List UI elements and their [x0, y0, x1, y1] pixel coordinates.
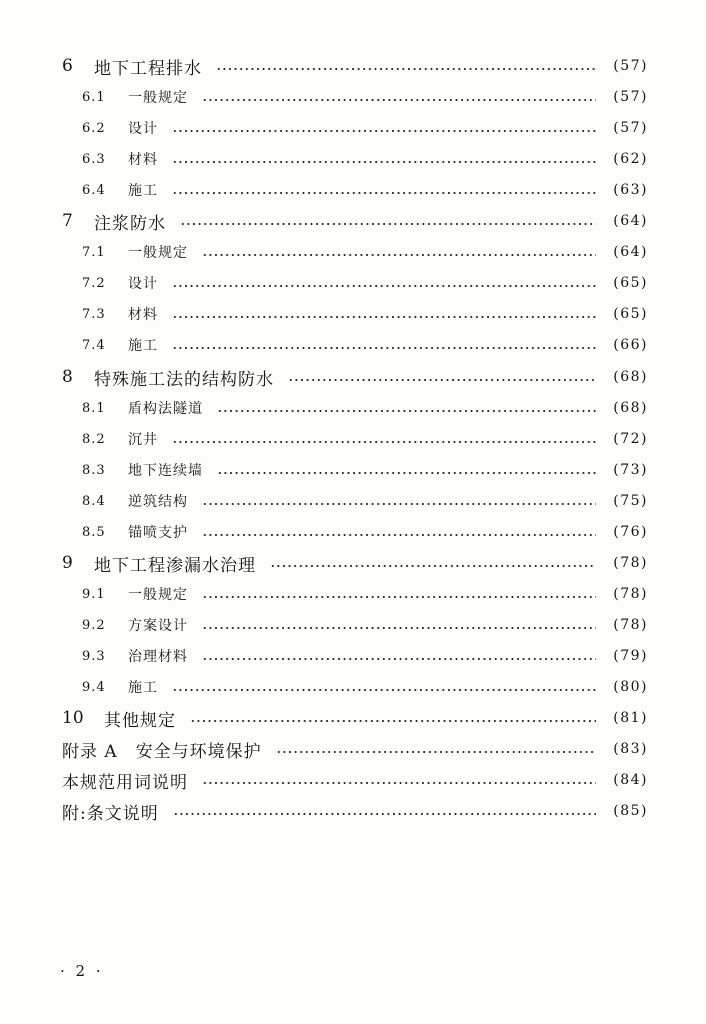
- toc-entry-title: 材料: [128, 307, 158, 323]
- toc-entry-title: 其他规定: [104, 710, 176, 731]
- toc-entry-title: 一般规定: [128, 587, 188, 603]
- toc-entry-number: 9.1: [82, 586, 106, 602]
- toc-entry-page: (78): [613, 555, 648, 571]
- toc-entry-title: 附录 A 安全与环境保护: [62, 741, 262, 762]
- toc-entry-title: 设计: [128, 276, 158, 292]
- toc-entry-title: 地下工程渗漏水治理: [94, 555, 256, 576]
- dot-leader: [202, 503, 596, 505]
- toc-entry-chapter: [62, 364, 648, 390]
- toc-entry-title: 附:条文说明: [62, 803, 159, 824]
- toc-entry-section: [82, 612, 648, 638]
- toc-entry-number: 10: [62, 708, 84, 728]
- dot-leader: [217, 472, 596, 474]
- toc-entry-section: [82, 146, 648, 172]
- toc-entry-appendix: [62, 798, 648, 824]
- toc-entry-section: [82, 395, 648, 421]
- toc-entry-section: [82, 301, 648, 327]
- dot-leader: [172, 285, 596, 287]
- toc-entry-title: 施工: [128, 338, 158, 354]
- dot-leader: [217, 410, 596, 412]
- toc-entry-section: [82, 426, 648, 452]
- toc-entry-page: (83): [613, 741, 648, 757]
- toc-entry-chapter: [62, 53, 648, 79]
- toc-entry-number: 7.3: [82, 306, 106, 322]
- dot-leader: [172, 130, 596, 132]
- toc-entry-title: 施工: [128, 680, 158, 696]
- toc-entry-number: 7.4: [82, 337, 106, 353]
- toc-entry-page: (76): [613, 524, 648, 540]
- dot-leader: [180, 223, 596, 225]
- toc-entry-number: 8.3: [82, 462, 106, 478]
- toc-entry-page: (68): [613, 369, 648, 385]
- dot-leader: [202, 627, 596, 629]
- toc-entry-number: 6.3: [82, 151, 106, 167]
- toc-entry-number: 9.2: [82, 617, 106, 633]
- toc-entry-page: (72): [613, 431, 648, 447]
- dot-leader: [173, 813, 596, 815]
- toc-entry-title: 材料: [128, 152, 158, 168]
- dot-leader: [202, 534, 596, 536]
- toc-entry-page: (84): [613, 772, 648, 788]
- toc-entry-title: 本规范用词说明: [62, 772, 188, 793]
- toc-entry-chapter: [62, 550, 648, 576]
- toc-entry-page: (63): [613, 182, 648, 198]
- toc-entry-number: 8.5: [82, 524, 106, 540]
- toc-entry-title: 一般规定: [128, 245, 188, 261]
- toc-entry-page: (79): [613, 648, 648, 664]
- toc-entry-section: [82, 239, 648, 265]
- toc-entry-title: 治理材料: [128, 649, 188, 665]
- toc-entry-number: 6: [62, 56, 73, 76]
- dot-leader: [276, 751, 596, 753]
- toc-entry-section: [82, 488, 648, 514]
- toc-entry-page: (78): [613, 617, 648, 633]
- toc-entry-appendix: [62, 736, 648, 762]
- toc-entry-page: (65): [613, 306, 648, 322]
- toc-entry-page: (57): [613, 120, 648, 136]
- toc-entry-number: 8.4: [82, 493, 106, 509]
- page-number: · 2 ·: [60, 962, 104, 980]
- toc-entry-section: [82, 115, 648, 141]
- toc-entry-page: (65): [613, 275, 648, 291]
- dot-leader: [172, 192, 596, 194]
- toc-entry-number: 9: [62, 553, 73, 573]
- dot-leader: [202, 658, 596, 660]
- toc-entry-title: 施工: [128, 183, 158, 199]
- toc-entry-title: 地下连续墙: [128, 463, 203, 479]
- toc-entry-page: (64): [613, 213, 648, 229]
- toc-entry-page: (81): [613, 710, 648, 726]
- toc-entry-section: [82, 519, 648, 545]
- dot-leader: [172, 441, 596, 443]
- toc-entry-number: 8.2: [82, 431, 106, 447]
- toc-entry-page: (57): [613, 58, 648, 74]
- toc-entry-section: [82, 581, 648, 607]
- dot-leader: [288, 379, 596, 381]
- toc-entry-title: 锚喷支护: [128, 525, 188, 541]
- toc-entry-appendix: [62, 767, 648, 793]
- toc-entry-number: 8.1: [82, 400, 106, 416]
- toc-entry-chapter: [62, 705, 648, 731]
- toc-entry-number: 6.4: [82, 182, 106, 198]
- toc-entry-number: 9.3: [82, 648, 106, 664]
- toc-entry-page: (80): [613, 679, 648, 695]
- toc-entry-number: 7.1: [82, 244, 106, 260]
- dot-leader: [202, 99, 596, 101]
- dot-leader: [172, 316, 596, 318]
- dot-leader: [202, 596, 596, 598]
- toc-entry-section: [82, 270, 648, 296]
- toc-entry-title: 注浆防水: [94, 213, 166, 234]
- dot-leader: [202, 782, 596, 784]
- dot-leader: [172, 161, 596, 163]
- toc-entry-page: (66): [613, 337, 648, 353]
- toc-entry-page: (62): [613, 151, 648, 167]
- toc-entry-page: (78): [613, 586, 648, 602]
- toc-entry-page: (68): [613, 400, 648, 416]
- toc-entry-page: (75): [613, 493, 648, 509]
- toc-entry-page: (57): [613, 89, 648, 105]
- toc-entry-section: [82, 643, 648, 669]
- dot-leader: [202, 254, 596, 256]
- toc-entry-page: (85): [613, 803, 648, 819]
- toc-entry-title: 设计: [128, 121, 158, 137]
- toc-entry-section: [82, 457, 648, 483]
- toc-entry-page: (73): [613, 462, 648, 478]
- toc-entry-number: 9.4: [82, 679, 106, 695]
- toc-entry-title: 一般规定: [128, 90, 188, 106]
- dot-leader: [270, 565, 596, 567]
- toc-entry-section: [82, 332, 648, 358]
- dot-leader: [190, 720, 596, 722]
- toc-entry-title: 沉井: [128, 432, 158, 448]
- toc-entry-number: 7: [62, 211, 73, 231]
- toc-entry-title: 地下工程排水: [94, 58, 202, 79]
- toc-entry-title: 逆筑结构: [128, 494, 188, 510]
- dot-leader: [172, 689, 596, 691]
- dot-leader: [216, 68, 596, 70]
- dot-leader: [172, 347, 596, 349]
- toc-entry-number: 6.2: [82, 120, 106, 136]
- toc-entry-title: 特殊施工法的结构防水: [94, 369, 274, 390]
- toc-entry-title: 盾构法隧道: [128, 401, 203, 417]
- toc-entry-section: [82, 177, 648, 203]
- toc-entry-number: 8: [62, 367, 73, 387]
- toc-entry-number: 6.1: [82, 89, 106, 105]
- toc-entry-page: (64): [613, 244, 648, 260]
- toc-entry-section: [82, 674, 648, 700]
- toc-entry-section: [82, 84, 648, 110]
- toc-entry-title: 方案设计: [128, 618, 188, 634]
- toc-entry-chapter: [62, 208, 648, 234]
- toc-entry-number: 7.2: [82, 275, 106, 291]
